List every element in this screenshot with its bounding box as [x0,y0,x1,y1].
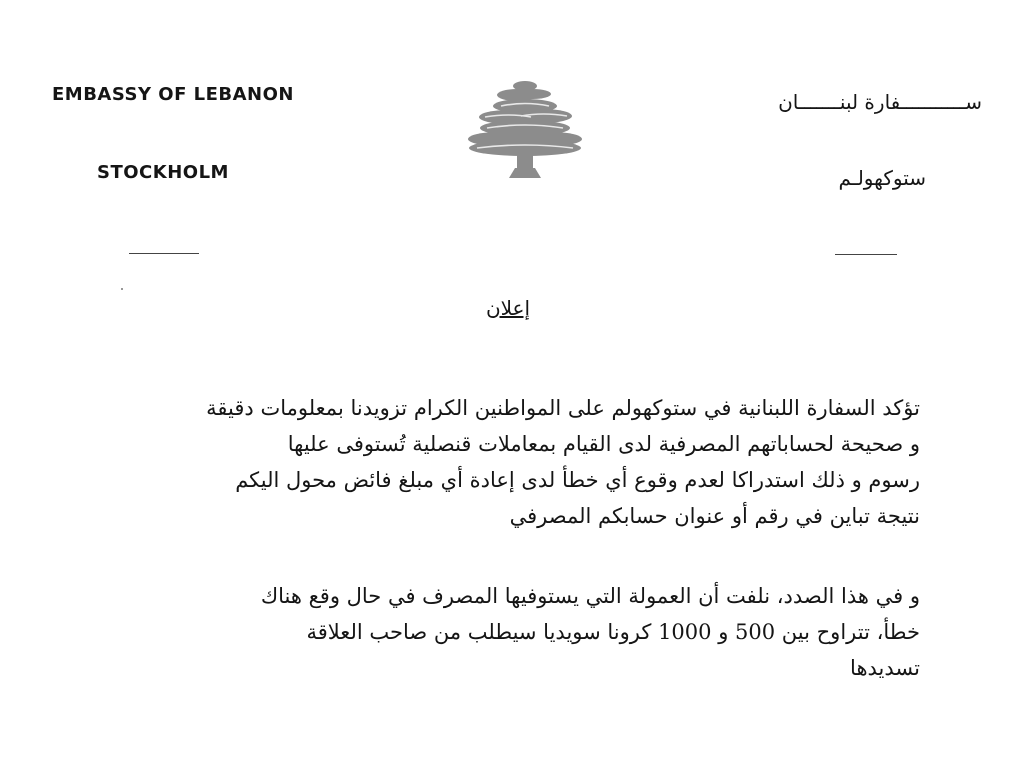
paragraph-line: و صحيحة لحساباتهم المصرفية لدى القيام بمعاملات قنصلية تُستوفى عليها [287,432,920,456]
notice-paragraph-1 [120,390,920,534]
paragraph-line: خطأ، تتراوح بين 500 و 1000 كرونا سويديا سيطلب من صاحب العلاقة [306,620,920,644]
city-name-english: STOCKHOLM [97,162,229,183]
embassy-name-english: EMBASSY OF LEBANON [52,84,294,105]
scan-speck [121,288,123,290]
paragraph-line: تؤكد السفارة اللبنانية في ستوكهولم على المواطنين الكرام تزويدنا بمعلومات دقيقة [206,396,920,420]
paragraph-line: تسديدها [850,656,920,680]
header-divider-right [835,254,897,255]
header-divider-left [129,253,199,254]
notice-paragraph-2 [120,578,920,686]
notice-title: إعلان [485,296,531,320]
paragraph-line: و في هذا الصدد، نلفت أن العمولة التي يستوفيها المصرف في حال وقع هناك [260,584,920,608]
city-name-arabic: ستوكهولـم [838,166,926,190]
paragraph-line: رسوم و ذلك استدراكا لعدم وقوع أي خطأ لدى إعادة أي مبلغ فائض محول اليكم [235,468,920,492]
paragraph-line: نتيجة تباين في رقم أو عنوان حسابكم المصرفي [509,504,920,528]
cedar-tree-icon [465,68,585,184]
embassy-name-arabic: ســـــــــــفارة لبنـــــــان [778,90,982,114]
